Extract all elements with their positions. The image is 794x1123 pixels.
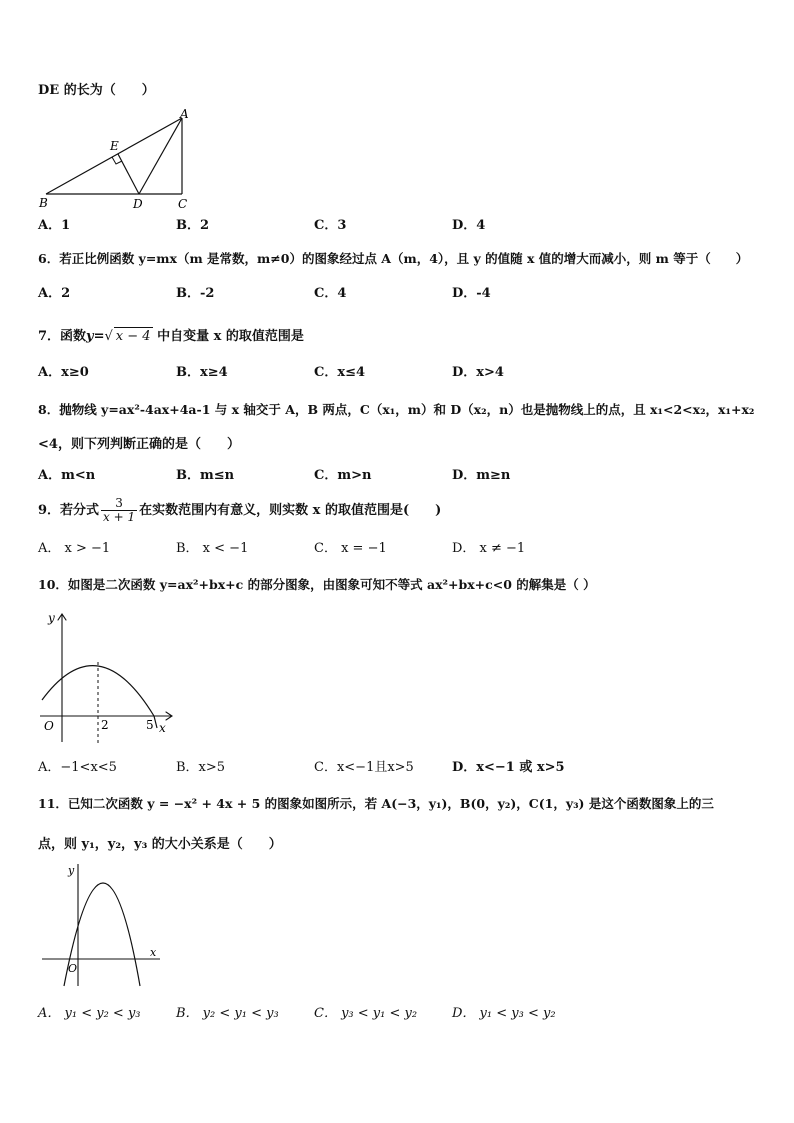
- label-c: C: [178, 197, 188, 211]
- q10-option-c[interactable]: C．x<−1且x>5: [314, 760, 414, 775]
- q11-line2: 点，则 y₁，y₂，y₃ 的大小关系是（ ）: [38, 837, 282, 852]
- q5-option-d[interactable]: D．4: [452, 218, 486, 233]
- q9-stem-post: 在实数范围内有意义，则实数 x 的取值范围是( ): [139, 503, 442, 518]
- q5-option-b[interactable]: B．2: [176, 218, 210, 233]
- q7-option-a[interactable]: A．x≥0: [38, 365, 89, 380]
- q6-option-d[interactable]: D．-4: [452, 286, 491, 301]
- q11-label-x: x: [150, 946, 157, 959]
- q7-sqrt: x − 4: [115, 329, 151, 344]
- q10-option-a[interactable]: A．−1<x<5: [38, 760, 117, 775]
- label-d: D: [133, 197, 143, 211]
- q9-stem: [38, 494, 441, 528]
- q7-option-c[interactable]: C．x≤4: [314, 365, 366, 380]
- q9-frac-den: x + 1: [103, 510, 136, 524]
- q11-label-o: O: [68, 962, 78, 975]
- q7-func-y: y=: [86, 329, 105, 344]
- q8-option-d[interactable]: D．m≥n: [452, 468, 511, 483]
- q11-parabola-figure: [40, 860, 165, 990]
- q6-stem: 6．若正比例函数 y=mx（m 是常数，m≠0）的图象经过点 A（m，4），且 y 的值随 x 值的增大而减小，则 m 等于（ ）: [38, 251, 749, 266]
- q9-stem-pre: 9．若分式: [38, 503, 100, 518]
- q9-option-d[interactable]: D． x ≠ −1: [452, 541, 526, 556]
- q11-option-c[interactable]: C． y₃ < y₁ < y₂: [314, 1006, 418, 1021]
- q11-option-a[interactable]: A． y₁ < y₂ < y₃: [38, 1006, 141, 1021]
- q6-option-c[interactable]: C．4: [314, 286, 347, 301]
- q7-stem-pre: 7．函数: [38, 329, 87, 344]
- q7-option-d[interactable]: D．x>4: [452, 365, 504, 380]
- q10-stem: 10．如图是二次函数 y=ax²+bx+c 的部分图象，由图象可知不等式 ax²+bx+c<0 的解集是（ ）: [38, 577, 596, 592]
- q8-option-a[interactable]: A．m<n: [38, 468, 96, 483]
- q5-option-c[interactable]: C．3: [314, 218, 347, 233]
- q5-triangle-figure: [36, 108, 206, 212]
- label-a: A: [180, 108, 189, 121]
- q7-option-b[interactable]: B．x≥4: [176, 365, 228, 380]
- q10-option-d[interactable]: D．x<−1 或 x>5: [452, 760, 565, 775]
- q6-option-a[interactable]: A．2: [38, 286, 71, 301]
- q11-line1: 11．已知二次函数 y = −x² + 4x + 5 的图象如图所示，若 A(−3，y₁)，B(0，y₂)，C(1，y₃) 是这个函数图象上的三: [38, 796, 714, 811]
- q10-label-o: O: [44, 719, 54, 733]
- q8-option-b[interactable]: B．m≤n: [176, 468, 235, 483]
- q9-option-c[interactable]: C． x = −1: [314, 541, 387, 556]
- q7-stem-post: 中自变量 x 的取值范围是: [157, 329, 304, 344]
- q9-frac-num: 3: [101, 497, 137, 511]
- q11-option-b[interactable]: B． y₂ < y₁ < y₃: [176, 1006, 279, 1021]
- q11-label-y: y: [68, 864, 75, 877]
- q10-label-2: 2: [101, 718, 109, 732]
- q5-option-a[interactable]: A．1: [38, 218, 71, 233]
- q9-option-a[interactable]: A． x > −1: [38, 541, 111, 556]
- q5-stem: DE 的长为（ ）: [38, 83, 155, 98]
- q7-stem: 7．函数y=√ x − 4 中自变量 x 的取值范围是: [38, 329, 304, 344]
- q10-label-5: 5: [146, 718, 154, 732]
- q10-label-y: y: [48, 611, 55, 625]
- q8-line2: <4，则下列判断正确的是（ ）: [38, 437, 240, 452]
- q10-option-b[interactable]: B．x>5: [176, 760, 226, 775]
- q8-option-c[interactable]: C．m>n: [314, 468, 372, 483]
- q10-parabola-figure: [36, 604, 186, 750]
- q10-label-x: x: [159, 721, 166, 735]
- q8-line1: 8．抛物线 y=ax²-4ax+4a-1 与 x 轴交于 A，B 两点，C（x₁，m）和 D（x₂，n）也是抛物线上的点，且 x₁<2<x₂，x₁+x₂: [38, 402, 755, 417]
- q6-option-b[interactable]: B．-2: [176, 286, 215, 301]
- label-b: B: [39, 196, 48, 210]
- q11-option-d[interactable]: D． y₁ < y₃ < y₂: [452, 1006, 556, 1021]
- q9-option-b[interactable]: B． x < −1: [176, 541, 249, 556]
- label-e: E: [110, 139, 119, 153]
- q9-fraction: [101, 497, 137, 524]
